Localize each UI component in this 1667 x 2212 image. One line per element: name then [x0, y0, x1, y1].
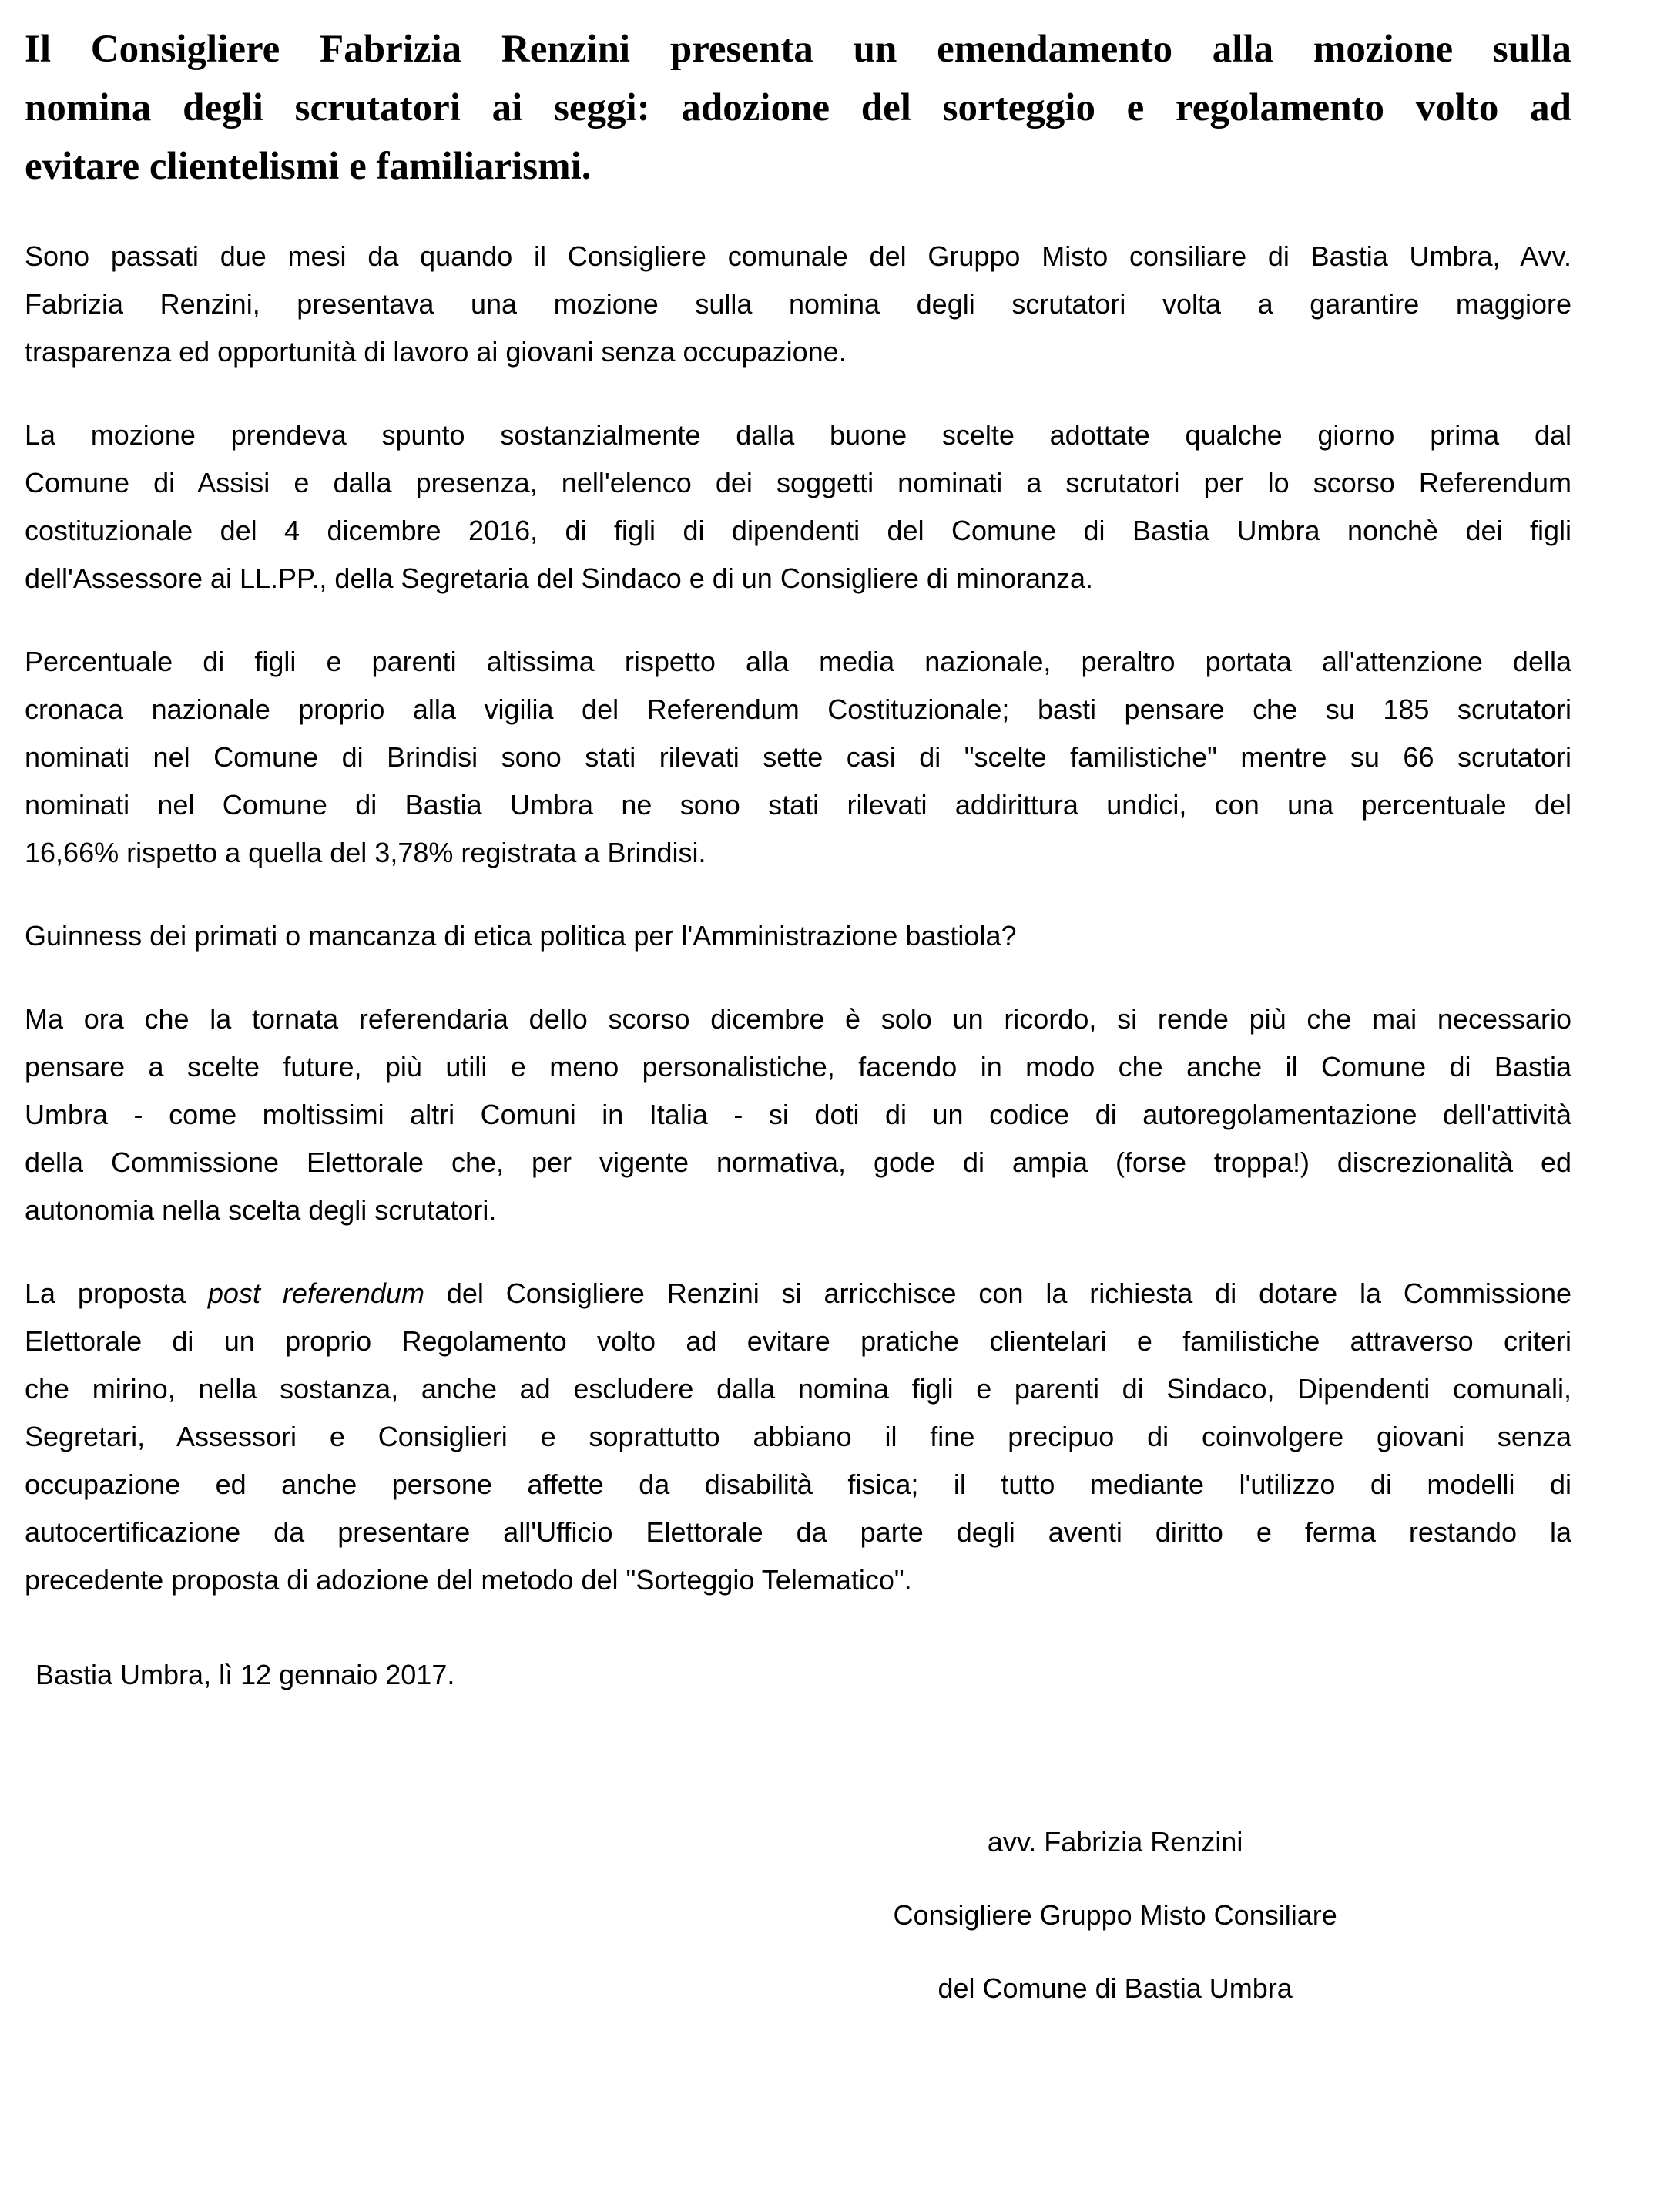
- text-line: [25, 912, 1571, 960]
- signature-role: Consigliere Gruppo Misto Consiliare: [893, 1899, 1337, 1931]
- text-segment: Ma ora che la tornata referendaria dello scorso dicembre è solo un ricordo, si rende più che mai necessario: [25, 1003, 1571, 1035]
- text-line: [25, 20, 1571, 79]
- date-line: Bastia Umbra, lì 12 gennaio 2017.: [35, 1659, 455, 1690]
- text-segment: occupazione ed anche persone affette da disabilità fisica; il tutto mediante l'utilizzo di modelli di: [25, 1469, 1571, 1500]
- text-line: [25, 686, 1571, 733]
- text-line: [25, 1365, 1571, 1413]
- paragraph: [25, 638, 1571, 877]
- text-line: [25, 79, 1571, 137]
- paragraph: [25, 1270, 1571, 1604]
- signature-org: del Comune di Bastia Umbra: [937, 1972, 1293, 2004]
- text-segment: nomina degli scrutatori ai seggi: adozione del sorteggio e regolamento volto ad: [25, 86, 1571, 129]
- text-line: [25, 1043, 1571, 1091]
- text-segment: del Consigliere Renzini si arricchisce con la richiesta di dotare la Commissione: [424, 1277, 1571, 1309]
- text-segment: Percentuale di figli e parenti altissima rispetto alla media nazionale, peraltro portata all'attenzione della: [25, 646, 1571, 677]
- text-line: [25, 1461, 1571, 1509]
- text-line: [25, 1187, 1571, 1234]
- text-segment: La mozione prendeva spunto sostanzialmente dalla buone scelte adottate qualche giorno prima dal: [25, 419, 1571, 451]
- text-segment: precedente proposta di adozione del metodo del "Sorteggio Telematico".: [25, 1564, 912, 1596]
- text-line: [25, 638, 1571, 686]
- signature-name: avv. Fabrizia Renzini: [987, 1826, 1243, 1858]
- text-line: [25, 507, 1571, 555]
- text-line: [25, 328, 1571, 376]
- text-segment: Segretari, Assessori e Consiglieri e soprattutto abbiano il fine precipuo di coinvolgere giovani senza: [25, 1421, 1571, 1452]
- text-line: [25, 459, 1571, 507]
- text-line: [25, 1139, 1571, 1187]
- text-segment: dell'Assessore ai LL.PP., della Segretaria del Sindaco e di un Consigliere di minoranza.: [25, 562, 1094, 594]
- text-segment: cronaca nazionale proprio alla vigilia del Referendum Costituzionale; basti pensare che su 185 scrutatori: [25, 693, 1571, 725]
- signature-block: [767, 1818, 1464, 2012]
- text-line: [25, 995, 1571, 1043]
- text-segment: che mirino, nella sostanza, anche ad escludere dalla nomina figli e parenti di Sindaco, Dipendenti comunali,: [25, 1373, 1571, 1405]
- text-line: [25, 137, 1571, 196]
- text-segment: Comune di Assisi e dalla presenza, nell'elenco dei soggetti nominati a scrutatori per lo scorso Referendum: [25, 467, 1571, 498]
- text-segment: nominati nel Comune di Brindisi sono stati rilevati sette casi di "scelte familistiche" mentre su 66 scrutatori: [25, 741, 1571, 773]
- text-segment: della Commissione Elettorale che, per vigente normativa, gode di ampia (forse troppa!) discrezionalità ed: [25, 1146, 1571, 1178]
- paragraph: [25, 995, 1571, 1234]
- text-segment: Elettorale di un proprio Regolamento volto ad evitare pratiche clientelari e familistiche attraverso criteri: [25, 1325, 1571, 1357]
- text-line: [25, 555, 1571, 603]
- text-segment: Fabrizia Renzini, presentava una mozione sulla nomina degli scrutatori volta a garantire maggiore: [25, 288, 1571, 320]
- text-segment: Sono passati due mesi da quando il Consigliere comunale del Gruppo Misto consiliare di Bastia Umbra, Avv.: [25, 240, 1571, 272]
- text-segment: costituzionale del 4 dicembre 2016, di figli di dipendenti del Comune di Bastia Umbra nonchè dei figli: [25, 515, 1571, 546]
- italic-phrase: post referendum: [207, 1277, 424, 1309]
- paragraph: [25, 233, 1571, 376]
- paragraph: [25, 912, 1571, 960]
- text-segment: autocertificazione da presentare all'Ufficio Elettorale da parte degli aventi diritto e ferma restando la: [25, 1516, 1571, 1548]
- text-segment: La proposta: [25, 1277, 208, 1309]
- text-line: [25, 1509, 1571, 1556]
- text-line: [25, 280, 1571, 328]
- text-line: [25, 1270, 1571, 1317]
- text-segment: nominati nel Comune di Bastia Umbra ne sono stati rilevati addirittura undici, con una percentuale del: [25, 789, 1571, 821]
- text-segment: autonomia nella scelta degli scrutatori.: [25, 1194, 497, 1226]
- text-segment: Guinness dei primati o mancanza di etica politica per l'Amministrazione bastiola?: [25, 920, 1017, 952]
- text-segment: Il Consigliere Fabrizia Renzini presenta un emendamento alla mozione sulla: [25, 28, 1571, 71]
- text-segment: evitare clientelismi e familiarismi.: [25, 145, 592, 188]
- text-line: [25, 1413, 1571, 1461]
- text-segment: trasparenza ed opportunità di lavoro ai giovani senza occupazione.: [25, 336, 847, 368]
- text-line: [25, 733, 1571, 781]
- text-line: [25, 233, 1571, 280]
- document-body: [25, 233, 1571, 1604]
- text-line: [25, 829, 1571, 877]
- document-title: [25, 20, 1571, 196]
- text-segment: Umbra - come moltissimi altri Comuni in Italia - si doti di un codice di autoregolamentazione dell'attività: [25, 1099, 1571, 1130]
- text-line: [25, 1317, 1571, 1365]
- text-segment: pensare a scelte future, più utili e meno personalistiche, facendo in modo che anche il Comune di Bastia: [25, 1051, 1571, 1083]
- text-line: [25, 781, 1571, 829]
- paragraph: [25, 411, 1571, 603]
- text-line: [25, 411, 1571, 459]
- text-line: [25, 1091, 1571, 1139]
- text-segment: 16,66% rispetto a quella del 3,78% registrata a Brindisi.: [25, 837, 706, 868]
- text-line: [25, 1556, 1571, 1604]
